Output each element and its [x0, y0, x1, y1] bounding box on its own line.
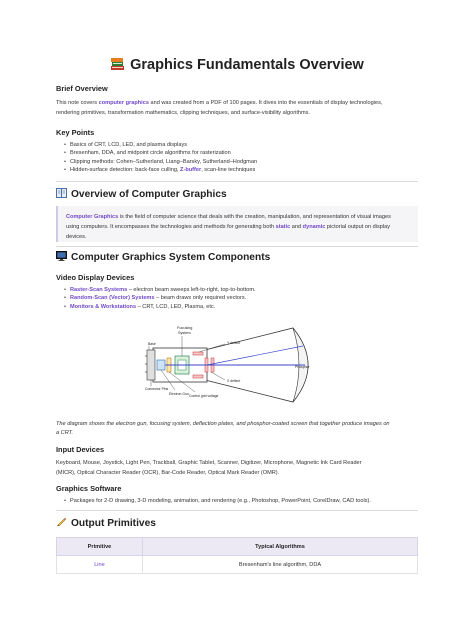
list-item: • Raster-Scan Systems – electron beam sweeps left-to-right, top-to-bottom.	[64, 286, 256, 294]
overview-callout	[56, 206, 418, 242]
connector-pins-label: Connector Pins	[145, 387, 169, 391]
output-primitives-heading: Output Primitives	[56, 516, 156, 529]
overview-heading: Overview of Computer Graphics	[56, 188, 227, 200]
monitors-workstations-link[interactable]: Monitors & Workstations	[69, 303, 137, 310]
y-deflect-label: Y deflect	[227, 341, 241, 345]
random-scan-link[interactable]: Random-Scan (Vector) Systems	[69, 295, 155, 302]
phosphor-label: Phosphor	[295, 365, 310, 369]
list-item: • Hidden-surface detection: back-face culling, Z-buffer, scan-line techniques	[64, 166, 257, 174]
list-item: • Basics of CRT, LCD, LED, and plasma displays	[64, 141, 257, 149]
output-primitives-table	[56, 537, 418, 574]
overview-line-2: using computers. It encompasses the technologies and methods for generating both static and dynamic pictorial output on display	[66, 224, 391, 230]
list-item: • Bresenham, DDA, and midpoint circle algorithms for rasterization	[64, 149, 257, 157]
diagram-caption: The diagram shows the electron gun, focusing system, deflection plates, and phosphor-coated screen that together produce images on a CRT.	[56, 421, 390, 436]
input-devices-text: Keyboard, Mouse, Joystick, Light Pen, Trackball, Graphic Tablet, Scanner, Digitizer, Microphone, Magnetic Ink Card Reader (MICR), Optical Character Reader (OCR), Bar-Code Reader, Optical Mark Reader (OMR).	[56, 460, 362, 476]
brief-overview-heading: Brief Overview	[56, 84, 108, 93]
system-label: System	[178, 331, 191, 335]
divider	[56, 246, 418, 247]
brief-line-2: rendering primitives, transformation mathematics, clipping techniques, and surface-visibility algorithms.	[56, 110, 311, 116]
algorithms-cell: Bresenham's line algorithm, DDA	[142, 556, 417, 574]
page-title	[0, 57, 474, 73]
video-display-list	[64, 286, 256, 311]
key-points-heading: Key Points	[56, 128, 95, 137]
open-book-icon	[56, 188, 67, 198]
computer-graphics-term-link[interactable]: Computer Graphics	[66, 214, 119, 220]
books-icon	[110, 57, 125, 71]
brief-overview-text	[56, 98, 421, 118]
x-deflect-label: X deflect	[227, 379, 241, 383]
list-item: • Clipping methods: Cohen–Sutherland, Liang–Barsky, Sutherland–Hodgman	[64, 158, 257, 166]
key-points-list	[64, 141, 257, 175]
overview-line-3: devices.	[66, 234, 87, 240]
divider	[56, 181, 418, 182]
input-devices-heading: Input Devices	[56, 445, 105, 454]
overview-line-1: Computer Graphics is the field of computer science that deals with the creation, manipulation, and representation of visual images	[66, 214, 391, 220]
crt-diagram	[145, 322, 325, 408]
column-header: Primitive	[57, 538, 143, 556]
computer-graphics-link[interactable]: computer graphics	[98, 100, 149, 106]
list-item: • Monitors & Workstations – CRT, LCD, LED, Plasma, etc.	[64, 303, 256, 311]
control-grid-label: Control grid voltage	[189, 394, 219, 398]
table-row	[57, 556, 418, 574]
electron-gun-label: Electron Gun	[169, 392, 189, 396]
video-display-heading: Video Display Devices	[56, 273, 135, 282]
z-buffer-link[interactable]: Z-buffer	[180, 167, 202, 174]
pencil-icon	[56, 516, 67, 527]
list-item: • Packages for 2-D drawing, 3-D modeling, animation, and rendering (e.g., Photoshop, PowerPoint, CorelDraw, CAD tools).	[64, 497, 371, 505]
system-components-heading: Computer Graphics System Components	[56, 251, 270, 263]
divider	[56, 510, 418, 511]
static-link[interactable]: static	[275, 224, 291, 230]
computer-monitor-icon	[56, 251, 67, 261]
dynamic-link[interactable]: dynamic	[302, 224, 326, 230]
page-title-text: Graphics Fundamentals Overview	[130, 57, 364, 73]
column-header: Typical Algorithms	[142, 538, 417, 556]
raster-scan-link[interactable]: Raster-Scan Systems	[69, 287, 128, 293]
graphics-software-heading: Graphics Software	[56, 484, 122, 493]
focusing-label: Focusing	[177, 326, 193, 330]
table-header-row	[57, 538, 418, 556]
graphics-software-list	[64, 497, 371, 505]
list-item: • Random-Scan (Vector) Systems – beam draws only required vectors.	[64, 294, 256, 302]
base-label: Base	[148, 342, 156, 346]
brief-line-1: This note covers computer graphics and was created from a PDF of 100 pages. It dives into the essentials of display technologies,	[56, 100, 383, 106]
primitive-cell[interactable]: Line	[57, 556, 143, 574]
